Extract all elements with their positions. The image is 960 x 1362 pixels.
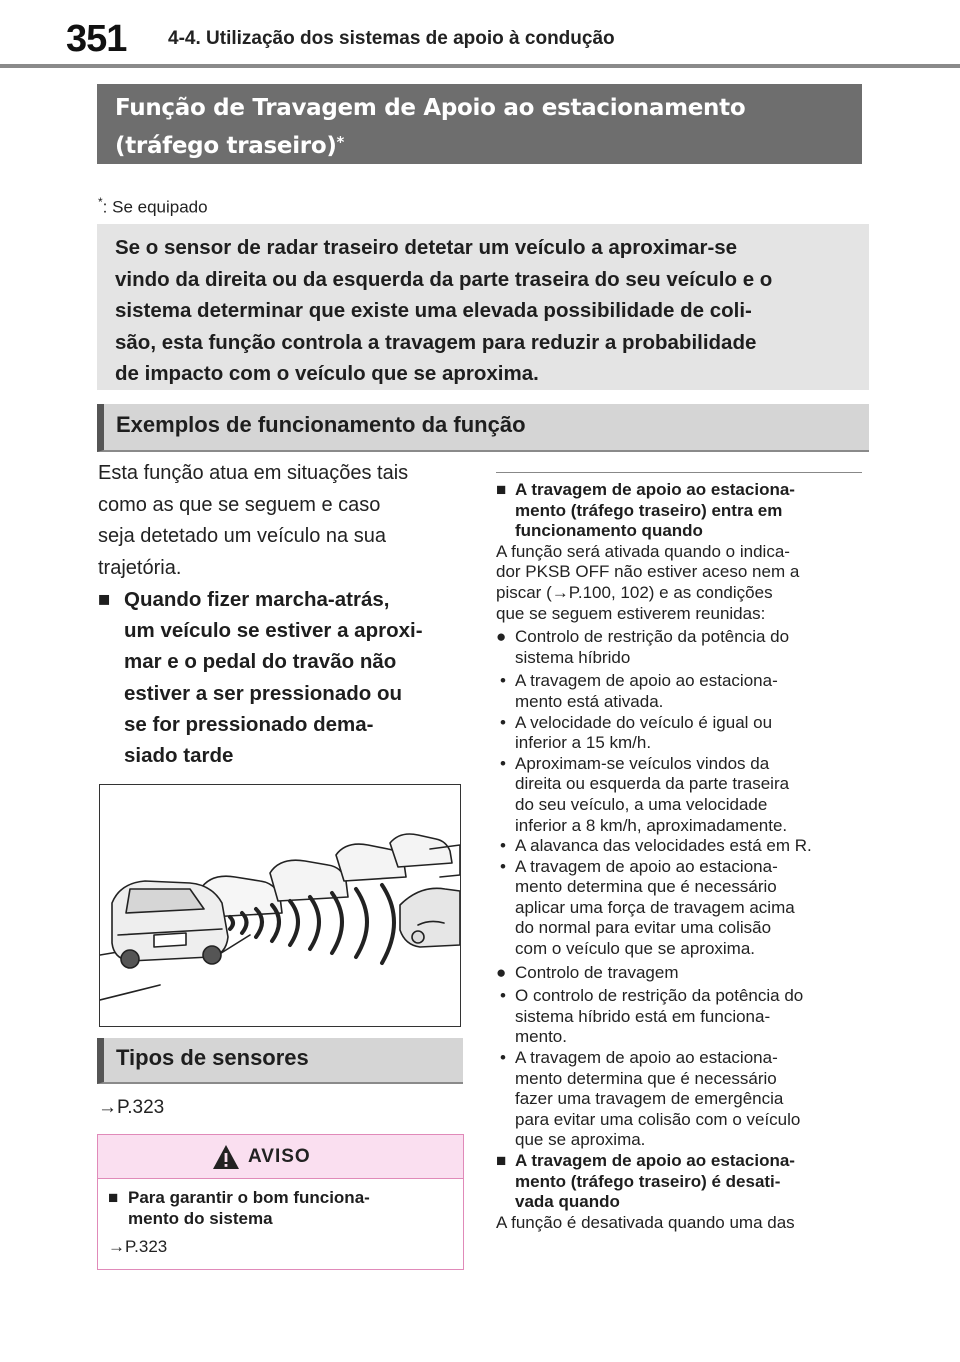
text-line: Aproximam-se veículos vindos da [515, 753, 770, 773]
square-bullet-icon: ■ [98, 588, 111, 611]
footnote-marker: * [98, 195, 103, 209]
text-line: com o veículo que se aproxima. [515, 939, 756, 959]
text-line: para evitar uma colisão com o veículo [515, 1109, 801, 1129]
text-line: A travagem de apoio ao estaciona- [515, 671, 778, 691]
bullet-icon: • [500, 712, 506, 732]
list-item [496, 857, 866, 960]
text-line: A função será ativada quando o indica- [496, 541, 790, 561]
heading-line: mento (tráfego traseiro) entra em [515, 500, 783, 520]
text-line: do normal para evitar uma colisão [515, 918, 772, 938]
condition-line: mar e o pedal do travão não [124, 650, 397, 674]
bullet-icon: • [500, 836, 506, 856]
warning-item [108, 1187, 448, 1229]
text-line: que se seguem estiverem reunidas: [496, 603, 766, 623]
text-line: mento determina que é necessário [515, 1068, 777, 1088]
warning-triangle-icon [211, 1143, 241, 1171]
square-bullet-icon: ■ [496, 1151, 507, 1170]
condition-line: um veículo se estiver a aproxi- [124, 619, 423, 643]
title-footnote-marker: * [336, 133, 345, 151]
text-line: Controlo de restrição da potência do [515, 627, 790, 647]
condition-heading [98, 584, 463, 771]
category-brake-control [496, 963, 866, 984]
heading-line: vada quando [515, 1192, 620, 1212]
text-line: A velocidade do veículo é igual ou [515, 712, 773, 732]
header-divider [0, 64, 960, 68]
warning-box [97, 1134, 464, 1270]
text-line: inferior a 15 km/h. [515, 733, 652, 753]
lead-line: como as que se seguem e caso [98, 493, 381, 516]
condition-line: siado tarde [124, 744, 234, 768]
intro-line: sistema determinar que existe uma elevada possibilidade de coli- [115, 299, 752, 322]
lead-line: trajetória. [98, 556, 182, 579]
chapter-title: 4-4. Utilização dos sistemas de apoio à condução [168, 28, 615, 49]
list-item [496, 713, 866, 754]
list-item [496, 754, 866, 836]
warning-page-reference[interactable]: →P.323 [108, 1237, 168, 1256]
bullet-icon: • [500, 1048, 506, 1068]
title-line-2-text: (tráfego traseiro) [115, 133, 337, 159]
rear-cross-traffic-illustration [100, 785, 460, 1026]
text-line: mento. [515, 1027, 567, 1047]
title-line-1: Função de Travagem de Apoio ao estacionamento [115, 95, 746, 121]
intro-line: são, esta função controla a travagem para reduzir a probabilidade [115, 330, 757, 354]
text-line: aplicar uma força de travagem acima [515, 897, 795, 917]
activation-heading [496, 480, 866, 542]
parking-illustration [99, 784, 461, 1027]
circle-bullet-icon: ● [496, 962, 507, 982]
lead-line: Esta função atua em situações tais [98, 462, 409, 484]
text-line: que se aproxima. [515, 1130, 646, 1150]
text-line: A alavanca das velocidades está em R. [515, 836, 812, 856]
page-reference-link[interactable]: →P.323 [98, 1097, 165, 1118]
list-item [496, 836, 866, 857]
bullet-icon: • [500, 986, 506, 1006]
heading-line: A travagem de apoio ao estaciona- [515, 480, 795, 499]
text-line: Controlo de travagem [515, 962, 679, 982]
circle-bullet-icon: ● [496, 627, 507, 647]
text-line: inferior a 8 km/h, aproximadamente. [515, 815, 788, 835]
deactivation-heading [496, 1151, 866, 1213]
heading-line: funcionamento quando [515, 521, 703, 541]
activation-text [496, 542, 866, 624]
intro-line: vindo da direita ou da esquerda da parte traseira do seu veículo e o [115, 267, 773, 291]
heading-line: A travagem de apoio ao estaciona- [515, 1151, 795, 1170]
list-item [496, 986, 866, 1048]
text-line: O controlo de restrição da potência do [515, 986, 804, 1006]
square-bullet-icon: ■ [496, 480, 507, 499]
footnote [98, 195, 208, 218]
warning-header [98, 1135, 463, 1179]
deactivation-text: A função é desativada quando uma das [496, 1212, 795, 1232]
lead-line: seja detetado um veículo na sua [98, 525, 386, 547]
category-power-restriction [496, 627, 866, 668]
section-heading-sensors: Tipos de sensores [97, 1038, 463, 1084]
footnote-text: : Se equipado [102, 197, 208, 217]
condition-line: Quando fizer marcha-atrás, [124, 588, 390, 611]
warning-item-line: mento do sistema [128, 1209, 273, 1228]
text-line: sistema híbrido está em funciona- [515, 1006, 771, 1026]
bullet-icon: • [500, 671, 506, 691]
intro-line: Se o sensor de radar traseiro detetar um veículo a aproximar-se [115, 236, 738, 259]
text-line: mento determina que é necessário [515, 877, 777, 897]
warning-item-line: Para garantir o bom funciona- [128, 1188, 370, 1207]
intro-line: de impacto com o veículo que se aproxima. [115, 362, 539, 385]
text-line: sistema híbrido [515, 647, 631, 667]
right-column [496, 480, 866, 1233]
text-line: fazer uma travagem de emergência [515, 1089, 784, 1109]
text-line: A travagem de apoio ao estaciona- [515, 1048, 778, 1068]
text-line: dor PKSB OFF não estiver aceso nem a [496, 562, 800, 582]
text-line: do seu veículo, a uma velocidade [515, 794, 768, 814]
text-line: A travagem de apoio ao estaciona- [515, 856, 778, 876]
intro-box [97, 224, 869, 390]
condition-line: se for pressionado dema- [124, 712, 374, 736]
list-item [496, 1048, 866, 1151]
text-line: mento está ativada. [515, 691, 664, 711]
section-heading-examples: Exemplos de funcionamento da função [97, 404, 869, 452]
text-line: direita ou esquerda da parte traseira [515, 774, 790, 794]
page-number: 351 [66, 18, 127, 60]
warning-title: AVISO [248, 1146, 311, 1167]
text-line: piscar (→P.100, 102) e as condições [496, 582, 773, 602]
column-divider [496, 472, 862, 473]
lead-paragraph [98, 458, 458, 584]
section-title-banner [97, 84, 862, 164]
bullet-icon: • [500, 753, 506, 773]
bullet-icon: • [500, 856, 506, 876]
title-line-2 [115, 127, 844, 165]
condition-line: estiver a ser pressionado ou [124, 681, 403, 705]
list-item [496, 671, 866, 712]
square-bullet-icon: ■ [108, 1188, 119, 1207]
heading-line: mento (tráfego traseiro) é desati- [515, 1171, 781, 1191]
